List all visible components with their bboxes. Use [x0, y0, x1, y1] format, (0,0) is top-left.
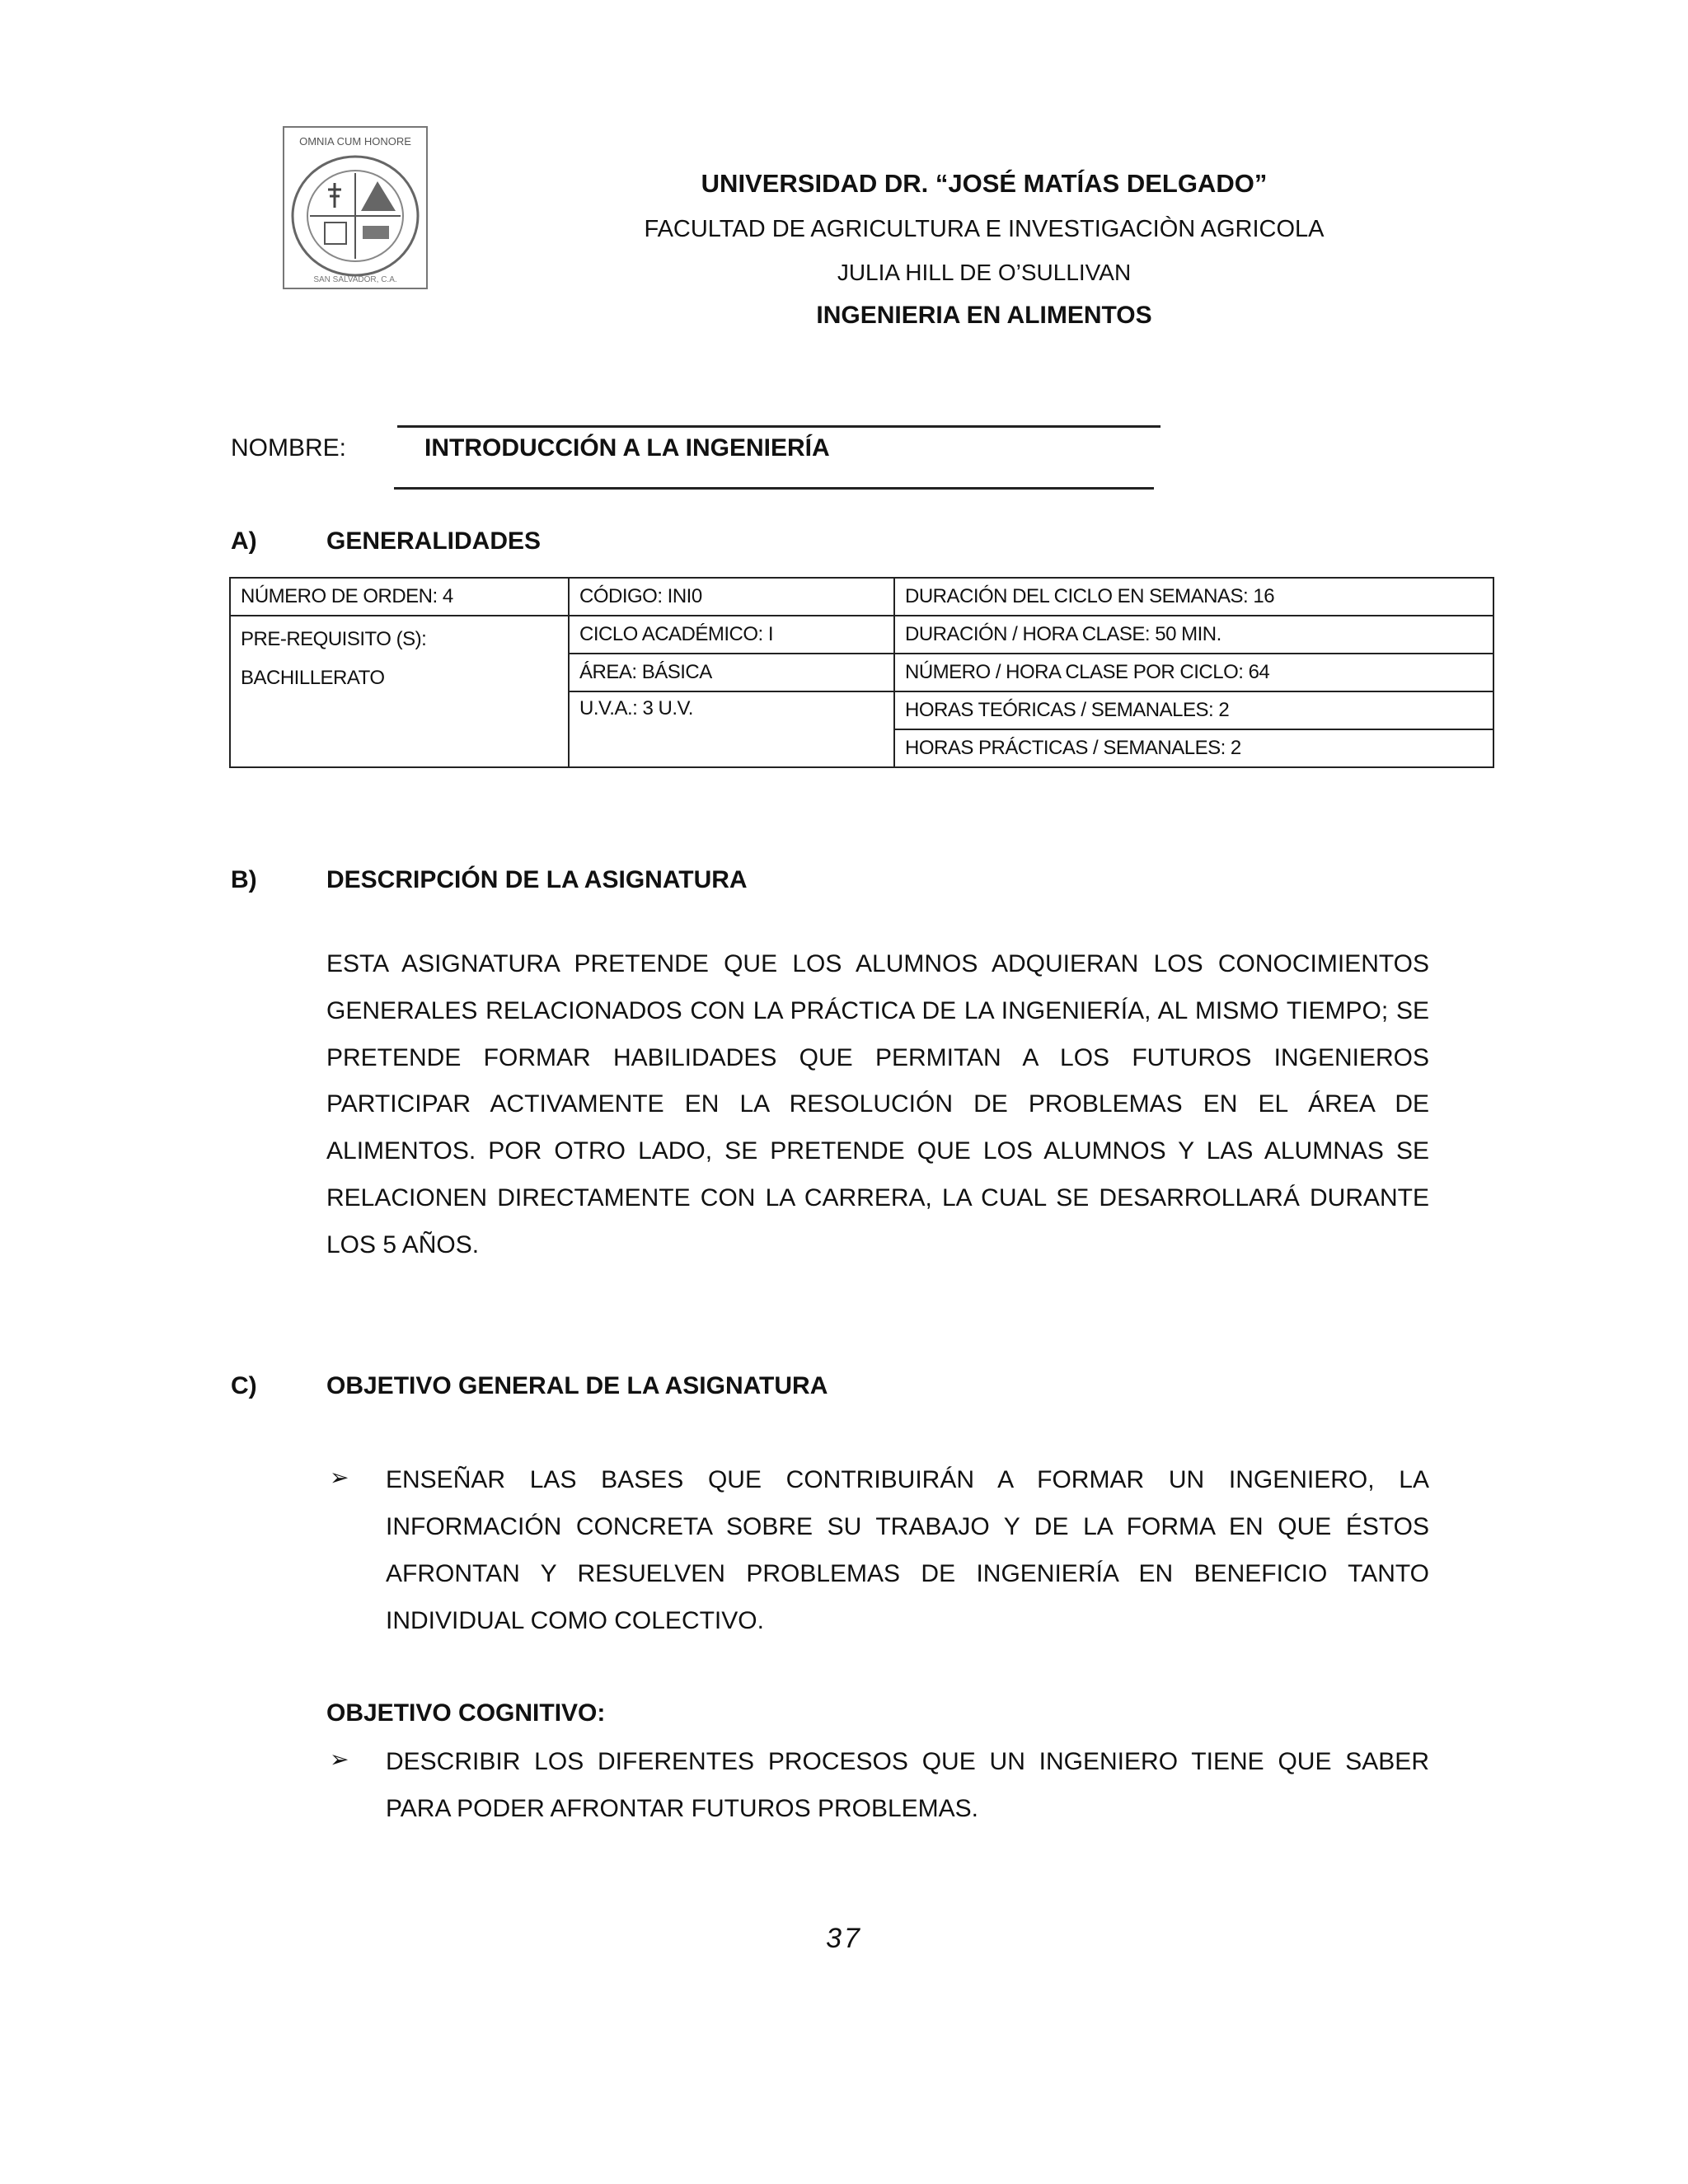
- university-name: UNIVERSIDAD DR. “JOSÉ MATÍAS DELGADO”: [701, 169, 1268, 198]
- generalidades-table: [229, 577, 1494, 768]
- table-cell: HORAS PRÁCTICAS / SEMANALES: 2: [894, 729, 1493, 767]
- faculty-name: FACULTAD DE AGRICULTURA E INVESTIGACIÒN AGRICOLA: [644, 216, 1325, 242]
- table-row: [230, 578, 1493, 616]
- table-cell: DURACIÓN / HORA CLASE: 50 MIN.: [894, 616, 1493, 654]
- prerequisite-cell: [230, 616, 569, 767]
- section-c-title: OBJETIVO GENERAL DE LA ASIGNATURA: [326, 1372, 828, 1399]
- page-number: 37: [826, 1923, 862, 1954]
- cognitive-objective-title: OBJETIVO COGNITIVO:: [326, 1699, 606, 1727]
- career-name: INGENIERIA EN ALIMENTOS: [816, 302, 1152, 329]
- course-name: INTRODUCCIÓN A LA INGENIERÍA: [424, 434, 830, 462]
- section-a-title: GENERALIDADES: [326, 527, 542, 555]
- prerequisite-value: BACHILLERATO: [241, 667, 385, 689]
- svg-text:OMNIA CUM HONORE: OMNIA CUM HONORE: [299, 135, 411, 148]
- course-description: ESTA ASIGNATURA PRETENDE QUE LOS ALUMNOS ADQUIERAN LOS CONOCIMIENTOS GENERALES RELACIONADOS CON LA PRÁCTICA DE LA INGENIERÍA, AL MISMO TIEMPO; SE PRETENDE FORMAR HABILIDADES QUE PERMITAN A LOS FUTUROS INGENIEROS PARTICIPAR ACTIVAMENTE EN LA RESOLUCIÓN DE PROBLEMAS EN EL ÁREA DE ALIMENTOS. POR OTRO LADO, SE PRETENDE QUE LOS ALUMNOS Y LAS ALUMNAS SE RELACIONEN DIRECTAMENTE CON LA CARRERA, LA CUAL SE DESARROLLARÁ DURANTE LOS 5 AÑOS.: [326, 950, 1429, 1258]
- table-cell: CÓDIGO: INI0: [569, 578, 894, 616]
- section-b-title: DESCRIPCIÓN DE LA ASIGNATURA: [326, 866, 748, 893]
- table-cell: NÚMERO DE ORDEN: 4: [230, 578, 569, 616]
- section-c-letter: C): [231, 1372, 257, 1399]
- person-name: JULIA HILL DE O’SULLIVAN: [837, 260, 1132, 285]
- prerequisite-label: PRE-REQUISITO (S):: [241, 628, 427, 650]
- general-objective-text: ENSEÑAR LAS BASES QUE CONTRIBUIRÁN A FORMAR UN INGENIERO, LA INFORMACIÓN CONCRETA SOBRE SU TRABAJO Y DE LA FORMA EN QUE ÉSTOS AFRONTAN Y RESUELVEN PROBLEMAS DE INGENIERÍA EN BENEFICIO TANTO INDIVIDUAL COMO COLECTIVO.: [386, 1466, 1429, 1634]
- table-row: [230, 616, 1493, 654]
- table-cell: ÁREA: BÁSICA: [569, 654, 894, 691]
- table-cell: CICLO ACADÉMICO: I: [569, 616, 894, 654]
- table-cell: DURACIÓN DEL CICLO EN SEMANAS: 16: [894, 578, 1493, 616]
- svg-text:SAN SALVADOR, C.A.: SAN SALVADOR, C.A.: [313, 275, 397, 284]
- cognitive-objective-text: DESCRIBIR LOS DIFERENTES PROCESOS QUE UN INGENIERO TIENE QUE SABER PARA PODER AFRONTAR FUTUROS PROBLEMAS.: [386, 1748, 1429, 1822]
- nombre-top-rule: [397, 425, 1160, 428]
- arrow-bullet-icon: ➢: [330, 1746, 349, 1772]
- section-a-letter: A): [231, 527, 257, 555]
- arrow-bullet-icon: ➢: [330, 1465, 349, 1490]
- nombre-bottom-rule: [394, 487, 1154, 490]
- nombre-label: NOMBRE:: [231, 434, 347, 462]
- table-cell: HORAS TEÓRICAS / SEMANALES: 2: [894, 691, 1493, 729]
- table-cell: NÚMERO / HORA CLASE POR CICLO: 64: [894, 654, 1493, 691]
- table-cell: U.V.A.: 3 U.V.: [569, 691, 894, 767]
- section-b-letter: B): [231, 866, 257, 893]
